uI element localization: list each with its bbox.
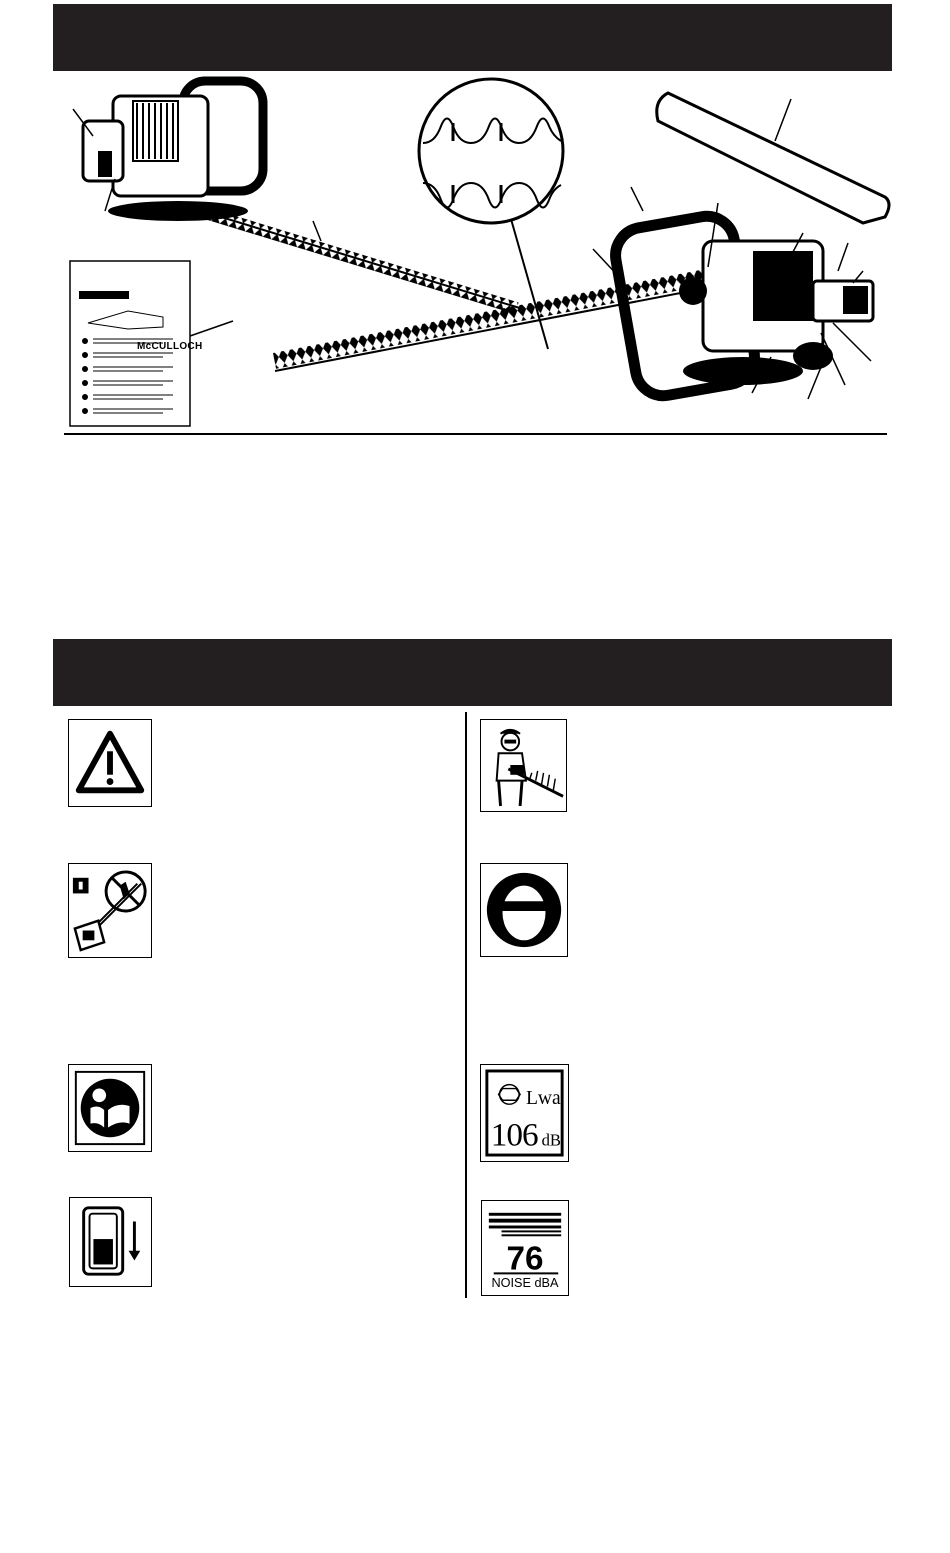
- noise-label: NOISE dBA: [491, 1276, 559, 1291]
- read-manual-icon: [68, 1064, 152, 1152]
- sound-power-icon: [480, 1064, 569, 1162]
- top-header-band: [53, 4, 892, 71]
- noise-level-icon: [481, 1200, 569, 1296]
- hedge-trimmer-illustration: [53, 71, 892, 436]
- section-header-band: [53, 639, 892, 706]
- head-protection-icon: [480, 863, 568, 957]
- figure-divider: [64, 433, 887, 435]
- blade-guard: [657, 93, 889, 223]
- operator-hedge-trimmer-icon: [480, 719, 567, 812]
- sound-power-unit: dB: [541, 1130, 561, 1150]
- manual-brand-label: McCULLOCH: [137, 341, 203, 352]
- warning-triangle-icon: [68, 719, 152, 807]
- large-trimmer-view: [273, 212, 873, 400]
- sound-power-value: 106: [490, 1116, 538, 1154]
- sound-power-label: Lwa: [525, 1088, 561, 1110]
- no-touch-blade-icon: [68, 863, 152, 958]
- switch-off-icon: [69, 1197, 152, 1287]
- column-divider: [465, 712, 467, 1298]
- noise-value: 76: [506, 1240, 544, 1278]
- trimmer-drawing: [53, 71, 892, 436]
